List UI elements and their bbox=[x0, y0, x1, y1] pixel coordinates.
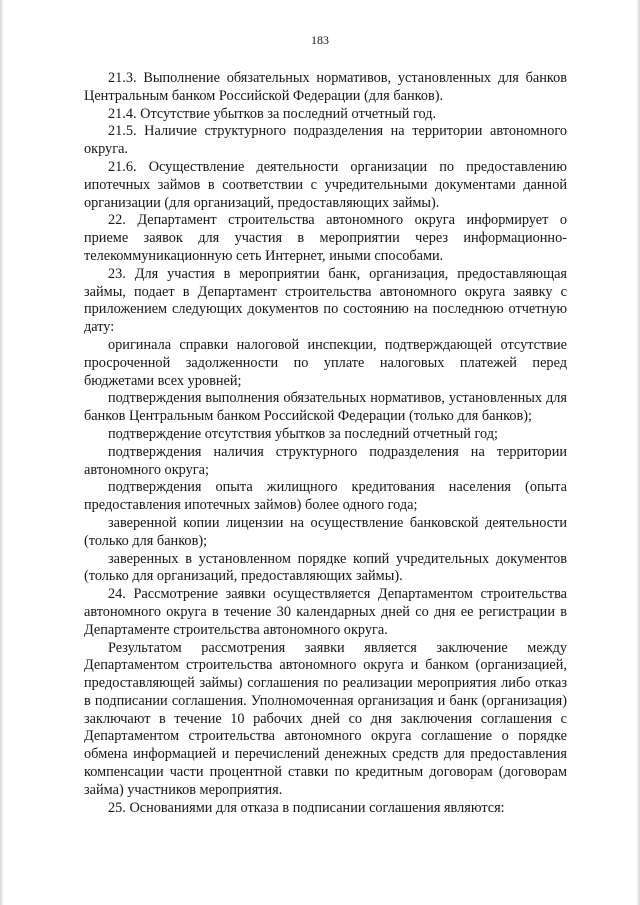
paragraph-24: 24. Рассмотрение заявки осуществляется Департаментом строительства автономного округа в течение 30 календарных дней со дня ее регистрации в Департаменте строительства автономного округа. bbox=[84, 586, 567, 638]
document-body bbox=[84, 70, 567, 817]
paragraph-21-6: 21.6. Осуществление деятельности организации по предоставлению ипотечных займов в соответствии с учредительными документами данной организации (для организаций, предоставляющих займы). bbox=[84, 158, 567, 211]
paragraph-25: 25. Основаниями для отказа в подписании соглашения являются: bbox=[108, 799, 505, 816]
list-item-lending-experience: подтверждения опыта жилищного кредитования населения (опыта предоставления ипотечных займов) более одного года; bbox=[84, 479, 567, 514]
page-number: 183 bbox=[311, 33, 329, 47]
paragraph-23: 23. Для участия в мероприятии банк, организация, предоставляющая займы, подает в Департамент строительства автономного округа заявку с приложением следующих документов по состоянию на последнюю отчетную дату: bbox=[84, 265, 567, 336]
list-item-license-copy: заверенной копии лицензии на осуществление банковской деятельности (только для банков); bbox=[84, 514, 567, 549]
list-item-tax-certificate: оригинала справки налоговой инспекции, подтверждающей отсутствие просроченной задолженности по уплате налоговых платежей перед бюджетами всех уровней; bbox=[84, 336, 567, 389]
list-item-charter-copies: заверенных в установленном порядке копий учредительных документов (только для организаций, предоставляющих займы). bbox=[84, 550, 567, 585]
list-item-structural-unit: подтверждения наличия структурного подразделения на территории автономного округа; bbox=[84, 443, 567, 478]
paragraph-21-4: 21.4. Отсутствие убытков за последний отчетный год. bbox=[108, 105, 437, 122]
list-item-no-losses: подтверждение отсутствия убытков за последний отчетный год; bbox=[108, 425, 498, 442]
paragraph-21-5: 21.5. Наличие структурного подразделения на территории автономного округа. bbox=[84, 123, 567, 158]
paragraph-22: 22. Департамент строительства автономного округа информирует о приеме заявок для участия в мероприятии через информационно-телекоммуникационную сеть Интернет, иными способами. bbox=[84, 212, 567, 264]
list-item-mandatory-ratios: подтверждения выполнения обязательных нормативов, установленных для банков Центральным банком Российской Федерации (только для банков); bbox=[84, 390, 567, 425]
paragraph-review-result: Результатом рассмотрения заявки является заключение между Департаментом строительства автономного округа и банком (организацией, предоставляющей займы) соглашения по реализации мероприятия либо отказ в подписании соглашения. Уполномоченная организация и банк (организация) заключают в течение 10 рабочих дней со дня заключения соглашения с Департаментом строительства автономного округа соглашение о порядке обмена информацией и перечислений денежных средств для предоставления компенсации части процентной ставки по кредитным договорам (договорам займа) участников мероприятия. bbox=[84, 639, 567, 798]
paragraph-21-3: 21.3. Выполнение обязательных нормативов, установленных для банков Центральным банком Российской Федерации (для банков). bbox=[84, 70, 567, 104]
scan-edge-left bbox=[0, 0, 3, 905]
